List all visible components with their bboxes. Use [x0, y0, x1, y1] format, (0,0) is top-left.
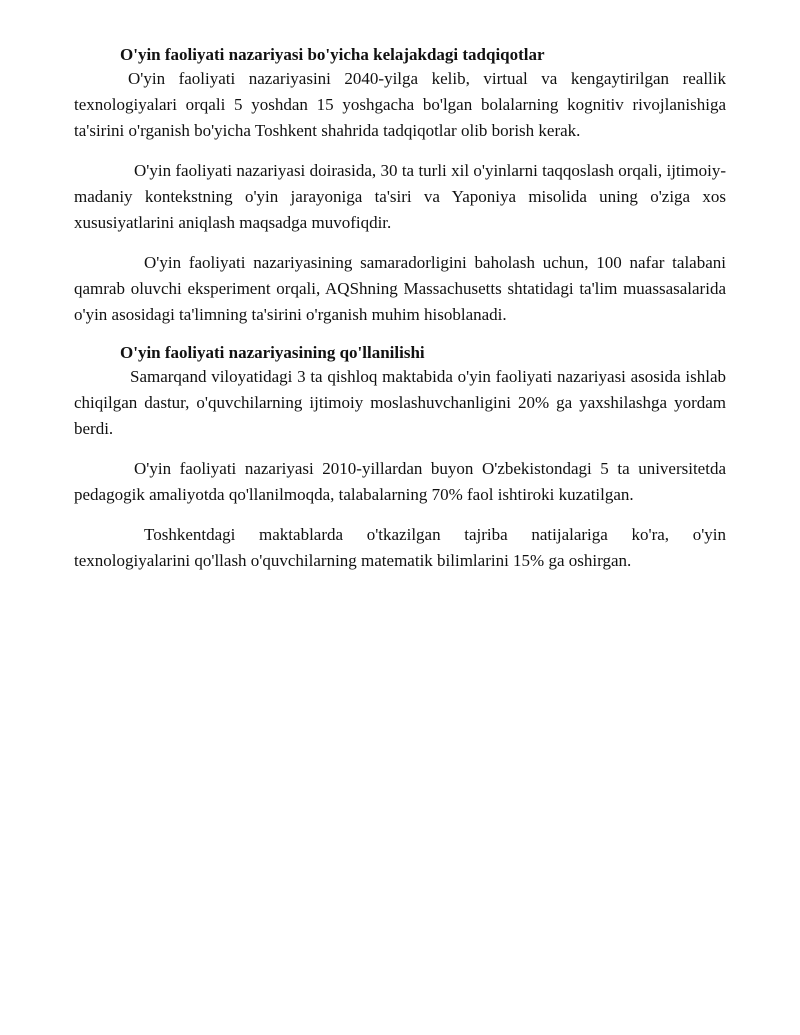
section-heading-future-research: O'yin faoliyati nazariyasi bo'yicha kelajakdagi tadqiqotlar [120, 45, 545, 64]
section-heading-application: O'yin faoliyati nazariyasining qo'llanilishi [120, 343, 425, 362]
paragraph: Samarqand viloyatidagi 3 ta qishloq maktabida o'yin faoliyati nazariyasi asosida ishlab chiqilgan dastur, o'quvchilarning ijtimoiy moslashuvchanligini 20% ga yaxshilashga yordam berdi. [74, 367, 726, 438]
paragraph: O'yin faoliyati nazariyasining samaradorligini baholash uchun, 100 nafar talabani qamrab oluvchi eksperiment orqali, AQShning Massachusetts shtatidagi ta'lim muassasalarida o'yin asosidagi ta'limning ta'sirini o'rganish muhim hisoblanadi. [74, 253, 726, 324]
section-application [74, 342, 726, 574]
paragraph: O'yin faoliyati nazariyasi doirasida, 30 ta turli xil o'yinlarni taqqoslash orqali, ijtimoiy-madaniy kontekstning o'yin jarayoniga ta'siri va Yaponiya misolida uning o'ziga xos xususiyatlarini aniqlash maqsadga muvofiqdir. [74, 161, 726, 232]
paragraph: O'yin faoliyati nazariyasi 2010-yillardan buyon O'zbekistondagi 5 ta universitetda pedagogik amaliyotda qo'llanilmoqda, talabalarning 70% faol ishtiroki kuzatilgan. [74, 459, 726, 504]
paragraph: O'yin faoliyati nazariyasini 2040-yilga kelib, virtual va kengaytirilgan reallik texnologiyalari orqali 5 yoshdan 15 yoshgacha bo'lgan bolalarning kognitiv rivojlanishiga ta'sirini o'rganish bo'yicha Toshkent shahrida tadqiqotlar olib borish kerak. [74, 69, 726, 140]
paragraph: Toshkentdagi maktablarda o'tkazilgan tajriba natijalariga ko'ra, o'yin texnologiyalarini qo'llash o'quvchilarning matematik bilimlarini 15% ga oshirgan. [74, 525, 726, 570]
section-future-research [74, 44, 726, 328]
